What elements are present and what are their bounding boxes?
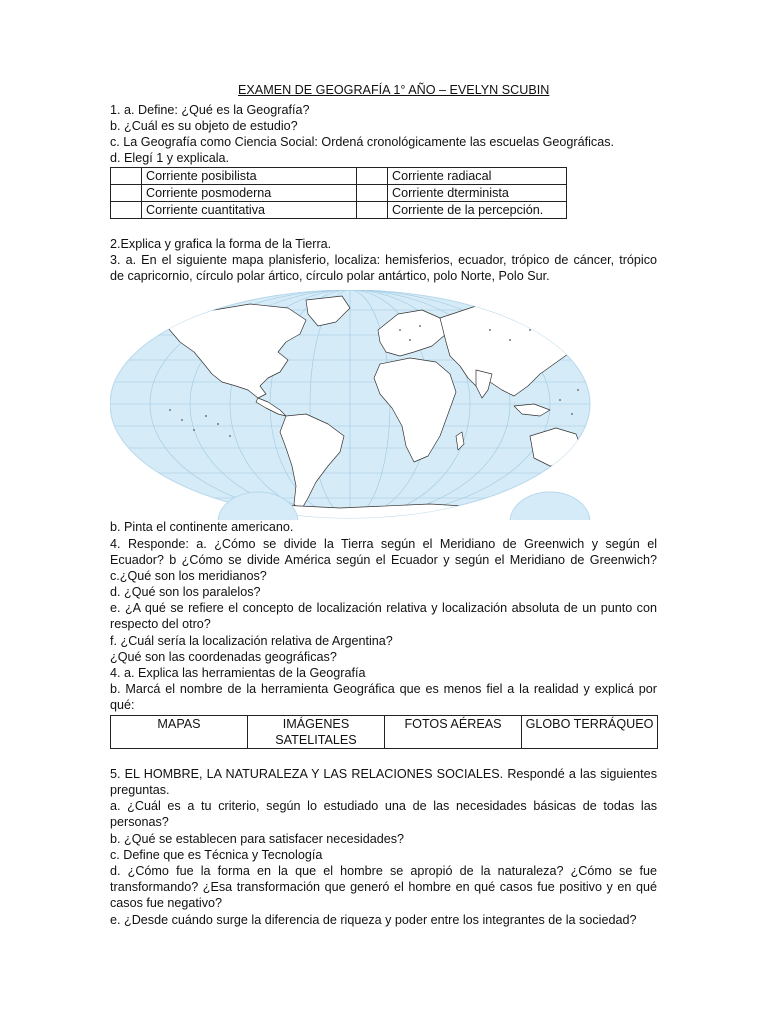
checkbox-cell[interactable]: [357, 168, 388, 185]
question-4e-line1: e. ¿A qué se refiere el concepto de localización relativa y localización absoluta de un punto con: [110, 601, 657, 615]
question-5d-line3: casos fue negativo?: [110, 896, 223, 910]
question-4i-line1: b. Marcá el nombre de la herramienta Geográfica que es menos fiel a la realidad y explicá por: [110, 682, 657, 696]
question-5-line1: 5. EL HOMBRE, LA NATURALEZA Y LAS RELACIONES SOCIALES. Respondé a las siguientes: [110, 767, 657, 781]
question-4h: 4. a. Explica las herramientas de la Geografía: [110, 666, 366, 680]
checkbox-cell[interactable]: [357, 185, 388, 202]
tools-table: [110, 715, 658, 749]
checkbox-cell[interactable]: [357, 202, 388, 219]
world-map: [110, 290, 600, 520]
question-4d: d. ¿Qué son los paralelos?: [110, 585, 261, 599]
tool-cell-maps[interactable]: MAPAS: [111, 716, 248, 749]
question-4-line1: 4. Responde: a. ¿Cómo se divide la Tierra según el Meridiano de Greenwich y según el: [110, 537, 657, 551]
question-1b: b. ¿Cuál es su objeto de estudio?: [110, 119, 298, 133]
tool-cell-aerial-photos[interactable]: FOTOS AÉREAS: [385, 716, 522, 749]
exam-title: EXAMEN DE GEOGRAFÍA 1° AÑO – EVELYN SCUBIN: [238, 83, 550, 97]
question-5a-line1: a. ¿Cuál es a tu criterio, según lo estudiado una de las necesidades básicas de todas las: [110, 799, 657, 813]
table-cell: Corriente posmoderna: [142, 185, 357, 202]
question-5a-line2: personas?: [110, 815, 169, 829]
question-3a-line2: de capricornio, círculo polar ártico, círculo polar antártico, polo Norte, Polo Sur.: [110, 269, 550, 283]
table-row: [111, 185, 567, 202]
question-5d-line1: d. ¿Cómo fue la forma en la que el hombre se apropió de la naturaleza? ¿Cómo se fue: [110, 864, 657, 878]
question-5d-line2: transformando? ¿Esa transformación que generó el hombre en qué casos fue positivo y en qué: [110, 880, 657, 894]
table-cell: Corriente cuantitativa: [142, 202, 357, 219]
question-4i-line2: qué:: [110, 698, 135, 712]
table-cell: Corriente radiacal: [388, 168, 567, 185]
checkbox-cell[interactable]: [111, 168, 142, 185]
table-cell: Corriente de la percepción.: [388, 202, 567, 219]
question-5c: c. Define que es Técnica y Tecnología: [110, 848, 323, 862]
table-cell: Corriente posibilista: [142, 168, 357, 185]
question-4c: c.¿Qué son los meridianos?: [110, 569, 267, 583]
question-3b: b. Pinta el continente americano.: [110, 520, 294, 534]
table-row: [111, 716, 658, 749]
question-5b: b. ¿Qué se establecen para satisfacer necesidades?: [110, 832, 405, 846]
question-4f: f. ¿Cuál sería la localización relativa de Argentina?: [110, 634, 393, 648]
question-5e: e. ¿Desde cuándo surge la diferencia de riqueza y poder entre los integrantes de la sociedad?: [110, 913, 637, 927]
schools-table: [110, 167, 567, 219]
checkbox-cell[interactable]: [111, 185, 142, 202]
tool-cell-globe[interactable]: GLOBO TERRÁQUEO: [522, 716, 658, 749]
question-1c: c. La Geografía como Ciencia Social: Ordená cronológicamente las escuelas Geográficas.: [110, 135, 615, 149]
checkbox-cell[interactable]: [111, 202, 142, 219]
question-1a: 1. a. Define: ¿Qué es la Geografía?: [110, 103, 310, 117]
table-row: [111, 168, 567, 185]
question-4-line2: Ecuador? b ¿Cómo se divide América según el Ecuador y según el Meridiano de Greenwich?: [110, 553, 657, 567]
question-2: 2.Explica y grafica la forma de la Tierra.: [110, 237, 332, 251]
table-row: [111, 202, 567, 219]
question-3a-line1: 3. a. En el siguiente mapa planisferio, localiza: hemisferios, ecuador, trópico de cáncer, trópico: [110, 253, 657, 267]
question-4e-line2: respecto del otro?: [110, 617, 211, 631]
question-5-line2: preguntas.: [110, 783, 170, 797]
table-cell: Corriente dterminista: [388, 185, 567, 202]
question-4g: ¿Qué son las coordenadas geográficas?: [110, 650, 337, 664]
tool-cell-satellite-images[interactable]: IMÁGENES SATELITALES: [248, 716, 385, 749]
question-1d: d. Elegí 1 y explicala.: [110, 151, 230, 165]
polar-inset-right: [510, 492, 590, 520]
